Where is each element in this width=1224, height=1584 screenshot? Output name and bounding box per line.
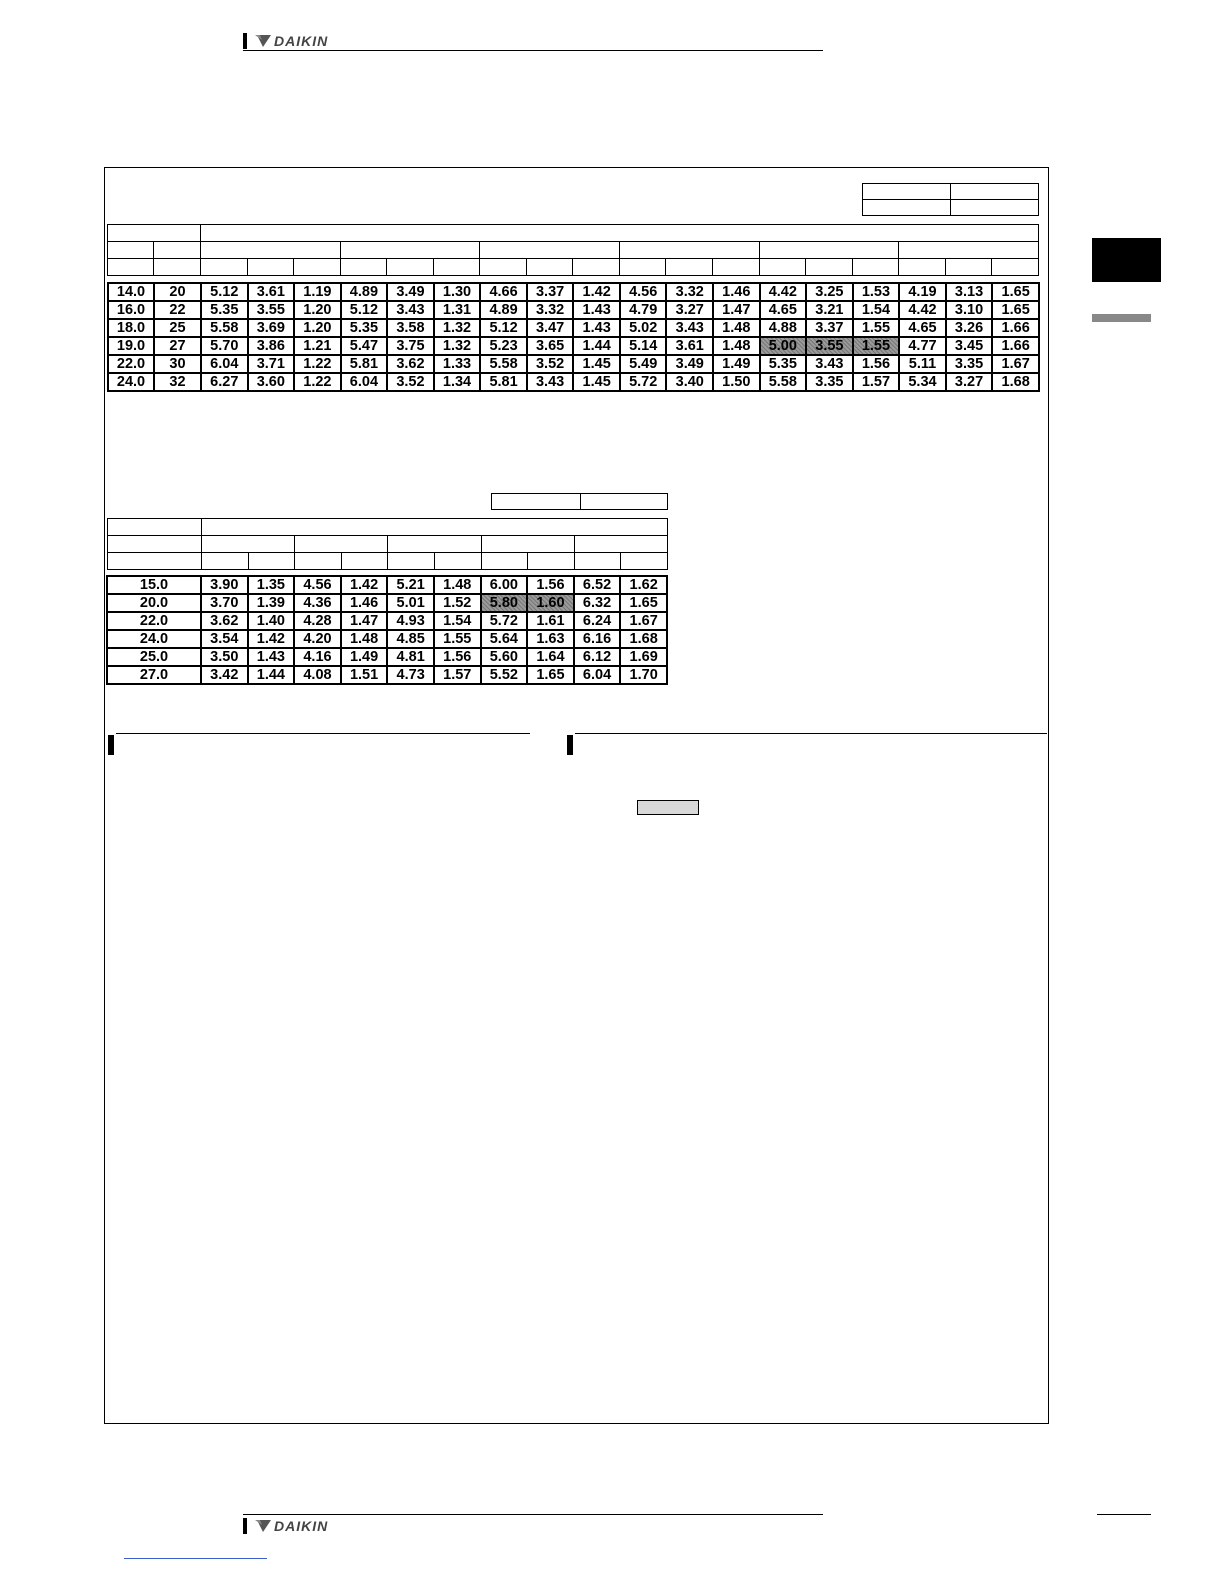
table-cell: 4.42 bbox=[899, 301, 946, 319]
table-cell: 1.32 bbox=[434, 337, 481, 355]
table-cell: 5.58 bbox=[201, 319, 248, 337]
cooling-capacity-table bbox=[107, 282, 1040, 392]
table-cell: 22.0 bbox=[108, 355, 154, 373]
footer-rule bbox=[243, 1514, 823, 1515]
table-cell: 19.0 bbox=[108, 337, 154, 355]
table-cell: 3.49 bbox=[387, 283, 434, 301]
footer-brand bbox=[243, 1516, 328, 1536]
table-cell: 1.54 bbox=[853, 301, 900, 319]
table-cell: 4.93 bbox=[387, 612, 434, 630]
table-row bbox=[107, 612, 667, 630]
table-cell: 3.32 bbox=[527, 301, 574, 319]
table-cell: 6.24 bbox=[574, 612, 621, 630]
table-cell: 3.49 bbox=[666, 355, 713, 373]
footer-link-underline[interactable] bbox=[124, 1558, 267, 1559]
table-cell: 5.21 bbox=[387, 576, 434, 594]
table-cell: 1.48 bbox=[713, 337, 760, 355]
table-cell: 1.55 bbox=[434, 630, 481, 648]
table-cell: 1.49 bbox=[341, 648, 388, 666]
table-cell: 6.32 bbox=[574, 594, 621, 612]
daikin-logo-footer-text: DAIKIN bbox=[274, 1518, 329, 1534]
table-cell: 1.56 bbox=[853, 355, 900, 373]
table-cell: 5.34 bbox=[899, 373, 946, 391]
table-cell: 4.89 bbox=[341, 283, 388, 301]
table-cell: 3.50 bbox=[201, 648, 248, 666]
heating-table-header bbox=[107, 518, 668, 570]
section-heading-right-marker bbox=[567, 735, 573, 755]
table-cell: 1.43 bbox=[573, 301, 620, 319]
section-heading-right-rule bbox=[575, 733, 1047, 734]
table-row bbox=[108, 355, 1039, 373]
table-cell: 1.54 bbox=[434, 612, 481, 630]
table-cell: 6.04 bbox=[201, 355, 248, 373]
table-cell: 1.39 bbox=[248, 594, 295, 612]
table-cell: 3.75 bbox=[387, 337, 434, 355]
table-cell: 6.12 bbox=[574, 648, 621, 666]
table-cell: 15.0 bbox=[107, 576, 201, 594]
table-cell: 1.22 bbox=[294, 373, 341, 391]
table-row bbox=[108, 283, 1039, 301]
table-cell: 6.27 bbox=[201, 373, 248, 391]
table-row bbox=[108, 373, 1039, 391]
table-cell: 3.25 bbox=[806, 283, 853, 301]
table-cell: 5.01 bbox=[387, 594, 434, 612]
table-cell: 3.32 bbox=[666, 283, 713, 301]
table-cell: 5.52 bbox=[481, 666, 528, 684]
table-cell: 3.60 bbox=[248, 373, 295, 391]
table-cell: 1.42 bbox=[341, 576, 388, 594]
table-cell: 1.20 bbox=[294, 301, 341, 319]
table-cell: 27.0 bbox=[107, 666, 201, 684]
table-cell: 6.00 bbox=[481, 576, 528, 594]
table-cell: 4.65 bbox=[760, 301, 807, 319]
table-cell: 5.12 bbox=[201, 283, 248, 301]
table-cell: 1.47 bbox=[341, 612, 388, 630]
table-cell: 5.72 bbox=[481, 612, 528, 630]
daikin-logo bbox=[255, 33, 328, 49]
table-cell: 1.32 bbox=[434, 319, 481, 337]
table-cell: 3.69 bbox=[248, 319, 295, 337]
table-cell: 1.30 bbox=[434, 283, 481, 301]
table-cell: 22 bbox=[154, 301, 201, 319]
table-cell: 4.85 bbox=[387, 630, 434, 648]
table-cell: 4.73 bbox=[387, 666, 434, 684]
table-cell: 3.37 bbox=[806, 319, 853, 337]
table-cell: 1.48 bbox=[341, 630, 388, 648]
table-cell: 3.45 bbox=[946, 337, 993, 355]
table-cell: 3.61 bbox=[666, 337, 713, 355]
table-cell: 5.49 bbox=[620, 355, 667, 373]
table-cell: 4.20 bbox=[294, 630, 341, 648]
table-cell: 1.66 bbox=[992, 319, 1039, 337]
table-cell: 5.70 bbox=[201, 337, 248, 355]
table-cell: 5.47 bbox=[341, 337, 388, 355]
table-cell: 5.81 bbox=[480, 373, 527, 391]
table-row bbox=[108, 301, 1039, 319]
table-row bbox=[107, 648, 667, 666]
table-cell: 3.37 bbox=[527, 283, 574, 301]
table-cell: 3.35 bbox=[946, 355, 993, 373]
table-cell: 1.48 bbox=[713, 319, 760, 337]
table-row bbox=[107, 666, 667, 684]
cooling-table-header bbox=[107, 224, 1039, 276]
section-tab-block bbox=[1092, 238, 1161, 282]
table-cell: 25 bbox=[154, 319, 201, 337]
table-cell: 24.0 bbox=[107, 630, 201, 648]
table-cell: 3.90 bbox=[201, 576, 248, 594]
table-cell: 3.52 bbox=[527, 355, 574, 373]
table-cell: 1.46 bbox=[713, 283, 760, 301]
table-cell: 1.48 bbox=[434, 576, 481, 594]
table-cell: 5.80 bbox=[481, 594, 528, 612]
table-row bbox=[107, 576, 667, 594]
table-cell: 1.68 bbox=[992, 373, 1039, 391]
table-cell: 1.20 bbox=[294, 319, 341, 337]
grey-indicator-box bbox=[637, 800, 699, 815]
table-cell: 1.66 bbox=[992, 337, 1039, 355]
table-cell: 1.33 bbox=[434, 355, 481, 373]
table-cell: 4.88 bbox=[760, 319, 807, 337]
table-cell: 4.28 bbox=[294, 612, 341, 630]
table-cell: 25.0 bbox=[107, 648, 201, 666]
header-rule bbox=[243, 50, 823, 51]
table-row bbox=[108, 337, 1039, 355]
table-cell: 1.22 bbox=[294, 355, 341, 373]
table-cell: 1.65 bbox=[620, 594, 667, 612]
table-cell: 5.12 bbox=[480, 319, 527, 337]
table-cell: 4.56 bbox=[294, 576, 341, 594]
table-cell: 30 bbox=[154, 355, 201, 373]
table-cell: 5.23 bbox=[480, 337, 527, 355]
table-cell: 3.62 bbox=[387, 355, 434, 373]
table-row bbox=[107, 594, 667, 612]
table-cell: 5.72 bbox=[620, 373, 667, 391]
table-cell: 1.67 bbox=[620, 612, 667, 630]
table-cell: 1.45 bbox=[573, 373, 620, 391]
header-brand-bar bbox=[243, 33, 247, 49]
table-cell: 1.53 bbox=[853, 283, 900, 301]
table-cell: 4.66 bbox=[480, 283, 527, 301]
table-cell: 3.27 bbox=[666, 301, 713, 319]
table-cell: 5.35 bbox=[341, 319, 388, 337]
daikin-logo-mark-footer-icon bbox=[255, 1520, 271, 1532]
table-cell: 3.27 bbox=[946, 373, 993, 391]
table-cell: 5.14 bbox=[620, 337, 667, 355]
table-cell: 5.02 bbox=[620, 319, 667, 337]
table-cell: 5.00 bbox=[760, 337, 807, 355]
table-cell: 4.77 bbox=[899, 337, 946, 355]
table-cell: 3.70 bbox=[201, 594, 248, 612]
table-cell: 22.0 bbox=[107, 612, 201, 630]
table-cell: 3.54 bbox=[201, 630, 248, 648]
table-cell: 5.11 bbox=[899, 355, 946, 373]
table-cell: 1.49 bbox=[713, 355, 760, 373]
table-cell: 1.43 bbox=[248, 648, 295, 666]
table-cell: 3.40 bbox=[666, 373, 713, 391]
cooling-model-box bbox=[862, 183, 1039, 216]
table-cell: 1.44 bbox=[248, 666, 295, 684]
table-cell: 1.51 bbox=[341, 666, 388, 684]
table-cell: 1.68 bbox=[620, 630, 667, 648]
table-cell: 1.47 bbox=[713, 301, 760, 319]
table-cell: 3.55 bbox=[248, 301, 295, 319]
table-cell: 1.19 bbox=[294, 283, 341, 301]
section-heading-right bbox=[567, 733, 1047, 755]
table-cell: 3.35 bbox=[806, 373, 853, 391]
section-heading-left-rule bbox=[116, 733, 530, 734]
table-cell: 5.58 bbox=[480, 355, 527, 373]
table-cell: 3.21 bbox=[806, 301, 853, 319]
table-cell: 18.0 bbox=[108, 319, 154, 337]
table-cell: 6.04 bbox=[341, 373, 388, 391]
table-cell: 1.56 bbox=[527, 576, 574, 594]
table-cell: 16.0 bbox=[108, 301, 154, 319]
table-cell: 1.64 bbox=[527, 648, 574, 666]
table-row bbox=[108, 319, 1039, 337]
table-cell: 3.10 bbox=[946, 301, 993, 319]
table-cell: 1.70 bbox=[620, 666, 667, 684]
section-heading-left-marker bbox=[108, 735, 114, 755]
table-cell: 20 bbox=[154, 283, 201, 301]
table-cell: 1.55 bbox=[853, 319, 900, 337]
table-cell: 1.69 bbox=[620, 648, 667, 666]
table-cell: 4.65 bbox=[899, 319, 946, 337]
heating-model-box bbox=[491, 493, 668, 510]
table-cell: 3.65 bbox=[527, 337, 574, 355]
table-cell: 1.65 bbox=[992, 301, 1039, 319]
table-cell: 6.16 bbox=[574, 630, 621, 648]
table-cell: 3.42 bbox=[201, 666, 248, 684]
table-cell: 1.42 bbox=[248, 630, 295, 648]
table-cell: 1.40 bbox=[248, 612, 295, 630]
heating-capacity-table bbox=[106, 575, 668, 685]
table-cell: 27 bbox=[154, 337, 201, 355]
table-cell: 4.08 bbox=[294, 666, 341, 684]
daikin-logo-mark-icon bbox=[255, 35, 271, 47]
table-cell: 1.65 bbox=[992, 283, 1039, 301]
section-tab-bar bbox=[1092, 314, 1151, 322]
table-cell: 1.57 bbox=[853, 373, 900, 391]
table-cell: 1.35 bbox=[248, 576, 295, 594]
table-cell: 1.42 bbox=[573, 283, 620, 301]
table-cell: 20.0 bbox=[107, 594, 201, 612]
table-cell: 3.71 bbox=[248, 355, 295, 373]
table-cell: 3.43 bbox=[806, 355, 853, 373]
table-cell: 1.61 bbox=[527, 612, 574, 630]
table-cell: 5.60 bbox=[481, 648, 528, 666]
section-heading-left bbox=[108, 733, 530, 755]
table-cell: 6.04 bbox=[574, 666, 621, 684]
table-cell: 4.89 bbox=[480, 301, 527, 319]
table-cell: 4.16 bbox=[294, 648, 341, 666]
table-cell: 6.52 bbox=[574, 576, 621, 594]
page-number-rule bbox=[1097, 1514, 1151, 1515]
daikin-logo-text: DAIKIN bbox=[274, 33, 329, 49]
table-cell: 3.62 bbox=[201, 612, 248, 630]
table-cell: 3.86 bbox=[248, 337, 295, 355]
table-cell: 1.45 bbox=[573, 355, 620, 373]
table-cell: 3.52 bbox=[387, 373, 434, 391]
table-cell: 5.35 bbox=[760, 355, 807, 373]
table-cell: 5.81 bbox=[341, 355, 388, 373]
table-cell: 24.0 bbox=[108, 373, 154, 391]
table-row bbox=[107, 630, 667, 648]
table-cell: 4.81 bbox=[387, 648, 434, 666]
table-cell: 4.19 bbox=[899, 283, 946, 301]
table-cell: 5.35 bbox=[201, 301, 248, 319]
table-cell: 1.63 bbox=[527, 630, 574, 648]
table-cell: 1.65 bbox=[527, 666, 574, 684]
table-cell: 1.52 bbox=[434, 594, 481, 612]
table-cell: 1.46 bbox=[341, 594, 388, 612]
table-cell: 3.26 bbox=[946, 319, 993, 337]
table-cell: 1.21 bbox=[294, 337, 341, 355]
daikin-logo-footer bbox=[255, 1518, 328, 1534]
table-cell: 3.58 bbox=[387, 319, 434, 337]
table-cell: 1.50 bbox=[713, 373, 760, 391]
table-cell: 4.42 bbox=[760, 283, 807, 301]
header-brand bbox=[243, 31, 328, 51]
table-cell: 1.43 bbox=[573, 319, 620, 337]
table-cell: 3.13 bbox=[946, 283, 993, 301]
table-cell: 3.43 bbox=[527, 373, 574, 391]
table-cell: 5.58 bbox=[760, 373, 807, 391]
footer-brand-bar bbox=[243, 1518, 247, 1534]
table-cell: 1.31 bbox=[434, 301, 481, 319]
table-cell: 5.12 bbox=[341, 301, 388, 319]
table-cell: 1.62 bbox=[620, 576, 667, 594]
table-cell: 3.47 bbox=[527, 319, 574, 337]
table-cell: 3.55 bbox=[806, 337, 853, 355]
table-cell: 5.64 bbox=[481, 630, 528, 648]
table-cell: 4.36 bbox=[294, 594, 341, 612]
table-cell: 1.34 bbox=[434, 373, 481, 391]
table-cell: 4.56 bbox=[620, 283, 667, 301]
table-cell: 14.0 bbox=[108, 283, 154, 301]
table-cell: 1.60 bbox=[527, 594, 574, 612]
table-cell: 4.79 bbox=[620, 301, 667, 319]
table-cell: 1.55 bbox=[853, 337, 900, 355]
table-cell: 3.43 bbox=[666, 319, 713, 337]
table-cell: 32 bbox=[154, 373, 201, 391]
table-cell: 1.56 bbox=[434, 648, 481, 666]
table-cell: 3.61 bbox=[248, 283, 295, 301]
table-cell: 3.43 bbox=[387, 301, 434, 319]
table-cell: 1.57 bbox=[434, 666, 481, 684]
table-cell: 1.44 bbox=[573, 337, 620, 355]
table-cell: 1.67 bbox=[992, 355, 1039, 373]
